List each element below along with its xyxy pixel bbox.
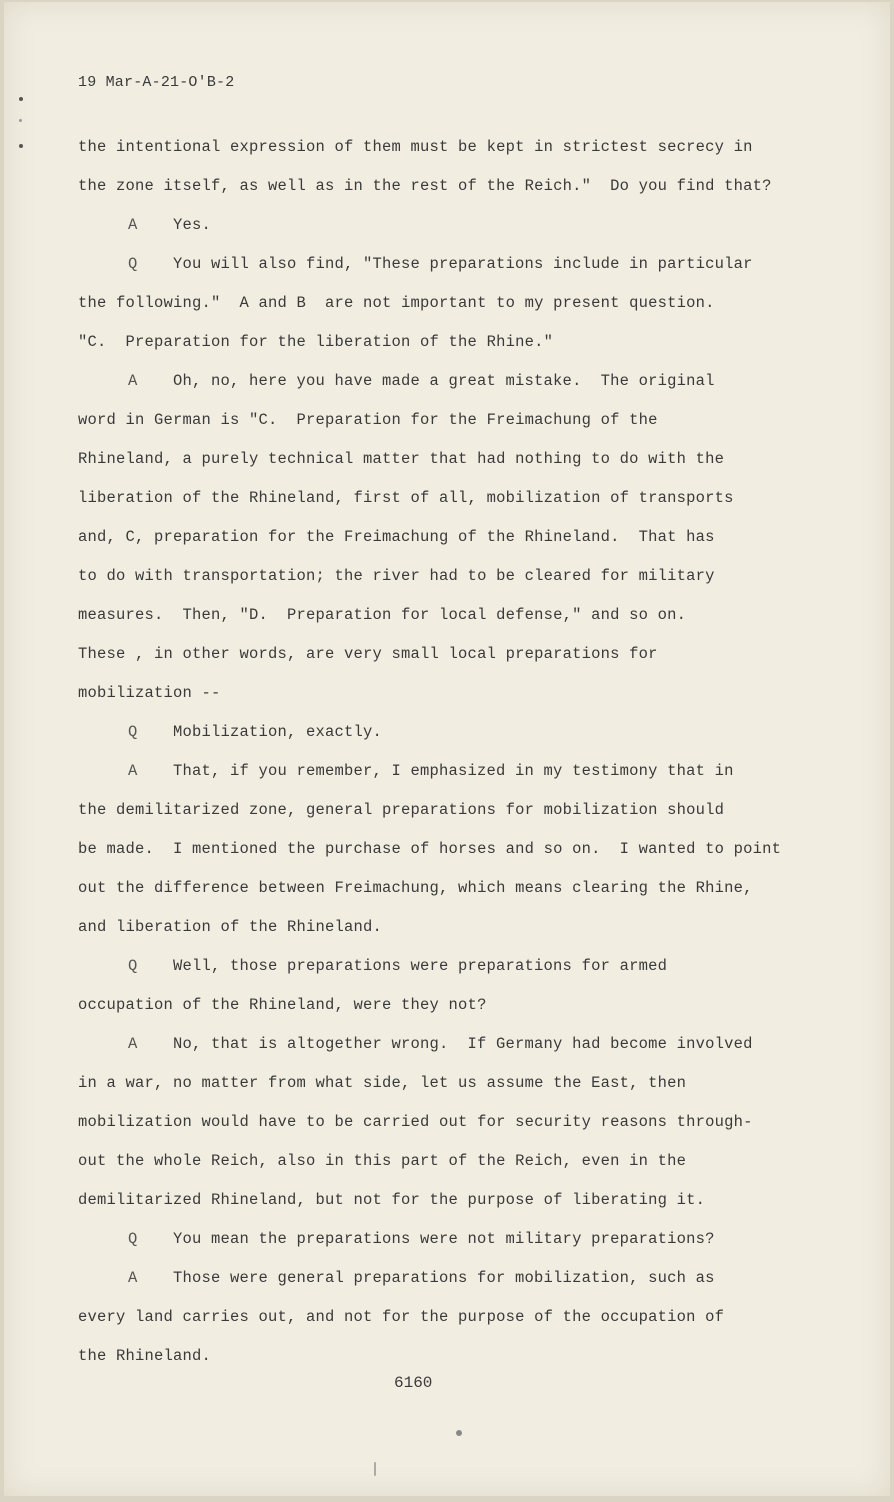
line-text: Rhineland, a purely technical matter that had nothing to do with the xyxy=(78,450,725,468)
punch-hole-mark xyxy=(19,97,23,101)
line-text: No, that is altogether wrong. If Germany had become involved xyxy=(173,1035,753,1053)
line-text: These , in other words, are very small local preparations for xyxy=(78,645,658,663)
line-text: Those were general preparations for mobilization, such as xyxy=(173,1269,715,1287)
line-text: word in German is "C. Preparation for the Freimachung of the xyxy=(78,411,658,429)
line-text: and, C, preparation for the Freimachung of the Rhineland. That has xyxy=(78,528,715,546)
transcript-line xyxy=(78,1259,838,1298)
transcript-line xyxy=(78,518,838,557)
line-text: You mean the preparations were not military preparations? xyxy=(173,1230,715,1248)
line-text: in a war, no matter from what side, let us assume the East, then xyxy=(78,1074,687,1092)
line-text: to do with transportation; the river had to be cleared for military xyxy=(78,567,715,585)
line-text: and liberation of the Rhineland. xyxy=(78,918,383,936)
speaker-label: A xyxy=(128,1269,138,1287)
speaker-label: Q xyxy=(128,957,138,975)
transcript-line xyxy=(78,284,838,323)
paper-speck xyxy=(456,1430,462,1436)
transcript-line xyxy=(78,167,838,206)
transcript-line xyxy=(78,713,838,752)
speaker-label: A xyxy=(128,1035,138,1053)
transcript-line xyxy=(78,479,838,518)
line-text: mobilization -- xyxy=(78,684,221,702)
line-text: Mobilization, exactly. xyxy=(173,723,383,741)
line-text: occupation of the Rhineland, were they not? xyxy=(78,996,487,1014)
transcript-line xyxy=(78,947,838,986)
transcript-line xyxy=(78,830,838,869)
transcript-line xyxy=(78,752,838,791)
line-text: the demilitarized zone, general preparations for mobilization should xyxy=(78,801,725,819)
line-text: the intentional expression of them must be kept in strictest secrecy in xyxy=(78,138,753,156)
transcript-line xyxy=(78,596,838,635)
transcript-line xyxy=(78,245,838,284)
line-text: every land carries out, and not for the purpose of the occupation of xyxy=(78,1308,725,1326)
transcript-line xyxy=(78,128,838,167)
speaker-label: A xyxy=(128,372,138,390)
line-text: liberation of the Rhineland, first of all, mobilization of transports xyxy=(78,489,734,507)
line-text: Well, those preparations were preparations for armed xyxy=(173,957,668,975)
line-text: the zone itself, as well as in the rest of the Reich." Do you find that? xyxy=(78,177,772,195)
transcript-line xyxy=(78,908,838,947)
transcript-line xyxy=(78,1025,838,1064)
page-number: 6160 xyxy=(394,1374,433,1392)
line-text: Oh, no, here you have made a great mistake. The original xyxy=(173,372,715,390)
speaker-label: Q xyxy=(128,255,138,273)
transcript-line xyxy=(78,635,838,674)
line-text: the Rhineland. xyxy=(78,1347,212,1365)
line-text: mobilization would have to be carried out for security reasons through- xyxy=(78,1113,753,1131)
transcript-line xyxy=(78,206,838,245)
transcript-line xyxy=(78,440,838,479)
transcript-line xyxy=(78,1337,838,1376)
speaker-label: A xyxy=(128,762,138,780)
line-text: the following." A and B are not important to my present question. xyxy=(78,294,715,312)
transcript-line xyxy=(78,401,838,440)
line-text: You will also find, "These preparations include in particular xyxy=(173,255,753,273)
transcript-line xyxy=(78,791,838,830)
transcript-line xyxy=(78,869,838,908)
speaker-label: A xyxy=(128,216,138,234)
line-text: out the difference between Freimachung, which means clearing the Rhine, xyxy=(78,879,753,897)
transcript-line xyxy=(78,674,838,713)
transcript-line xyxy=(78,1103,838,1142)
transcript-line xyxy=(78,1181,838,1220)
transcript-line xyxy=(78,323,838,362)
transcript-line xyxy=(78,362,838,401)
transcript-line xyxy=(78,1142,838,1181)
line-text: demilitarized Rhineland, but not for the purpose of liberating it. xyxy=(78,1191,706,1209)
transcript-line xyxy=(78,557,838,596)
transcript-line xyxy=(78,1298,838,1337)
transcript-line xyxy=(78,1064,838,1103)
line-text: That, if you remember, I emphasized in my testimony that in xyxy=(173,762,734,780)
document-header: 19 Mar-A-21-O'B-2 xyxy=(78,74,235,91)
line-text: be made. I mentioned the purchase of horses and so on. I wanted to point xyxy=(78,840,782,858)
transcript-body xyxy=(78,128,838,1376)
transcript-line xyxy=(78,986,838,1025)
line-text: measures. Then, "D. Preparation for local defense," and so on. xyxy=(78,606,687,624)
speaker-label: Q xyxy=(128,723,138,741)
document-page xyxy=(4,2,890,1496)
punch-hole-mark xyxy=(19,119,22,122)
line-text: "C. Preparation for the liberation of the Rhine." xyxy=(78,333,554,351)
paper-speck xyxy=(374,1462,376,1476)
line-text: Yes. xyxy=(173,216,212,234)
speaker-label: Q xyxy=(128,1230,138,1248)
transcript-line xyxy=(78,1220,838,1259)
line-text: out the whole Reich, also in this part of the Reich, even in the xyxy=(78,1152,687,1170)
punch-hole-mark xyxy=(19,144,23,148)
